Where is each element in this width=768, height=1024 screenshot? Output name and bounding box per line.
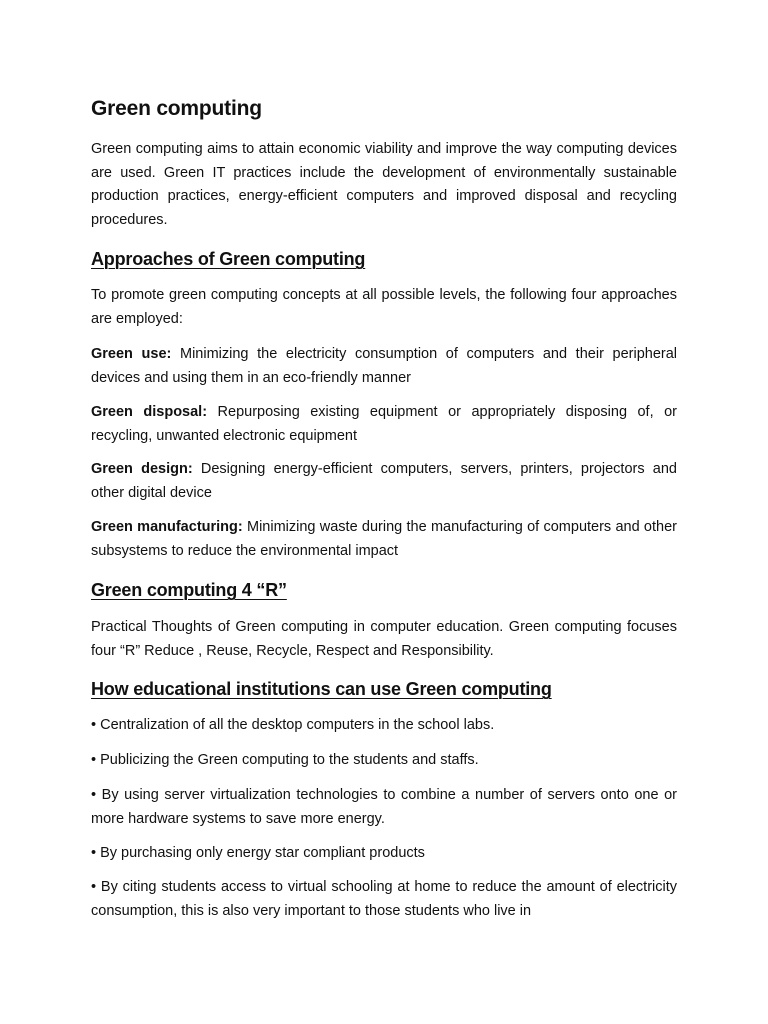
approaches-intro: To promote green computing concepts at all possible levels, the following four approaches are employed: <box>91 287 677 327</box>
bullet-item: • By citing students access to virtual schooling at home to reduce the amount of electricity consumption, this is also very important to those students who live in <box>91 879 677 919</box>
approach-text: Minimizing the electricity consumption of computers and their peripheral devices and using them in an eco-friendly manner <box>91 346 678 386</box>
approach-item-green-manufacturing <box>91 516 677 563</box>
institutions-heading <box>91 677 677 701</box>
approach-item-green-disposal <box>91 401 677 448</box>
approach-text: Repurposing existing equipment or appropriately disposing of, or recycling, unwanted electronic equipment <box>91 404 677 444</box>
approach-term: Green use: <box>91 346 172 362</box>
approach-term: Green design: <box>91 461 193 477</box>
bullet-item: • Centralization of all the desktop computers in the school labs. <box>91 717 495 733</box>
four-r-heading-text: Green computing 4 “R” <box>91 580 287 600</box>
document-title: Green computing <box>91 97 262 120</box>
intro-paragraph: Green computing aims to attain economic viability and improve the way computing devices are used. Green IT practices include the development of environmentally sustainable production practices, energy-efficient computers and improved disposal and recycling procedures. <box>91 141 677 228</box>
approach-term: Green manufacturing: <box>91 519 243 535</box>
approaches-heading-text: Approaches of Green computing <box>91 249 366 269</box>
approach-item-green-use <box>91 343 677 390</box>
approach-text: Minimizing waste during the manufacturing of computers and other subsystems to reduce the environmental impact <box>91 519 677 559</box>
bullet-item: • By using server virtualization technologies to combine a number of servers onto one or more hardware systems to save more energy. <box>91 787 677 827</box>
bullet-item: • By purchasing only energy star compliant products <box>91 845 425 861</box>
approaches-heading <box>91 247 677 271</box>
approach-item-green-design <box>91 458 677 505</box>
four-r-heading <box>91 578 677 602</box>
approach-text: Designing energy-efficient computers, servers, printers, projectors and other digital device <box>91 461 677 501</box>
institutions-heading-text: How educational institutions can use Green computing <box>91 679 552 699</box>
four-r-paragraph: Practical Thoughts of Green computing in computer education. Green computing focuses four “R” Reduce , Reuse, Recycle, Respect and Responsibility. <box>91 619 677 659</box>
approach-term: Green disposal: <box>91 404 208 420</box>
bullet-item: • Publicizing the Green computing to the students and staffs. <box>91 752 479 768</box>
